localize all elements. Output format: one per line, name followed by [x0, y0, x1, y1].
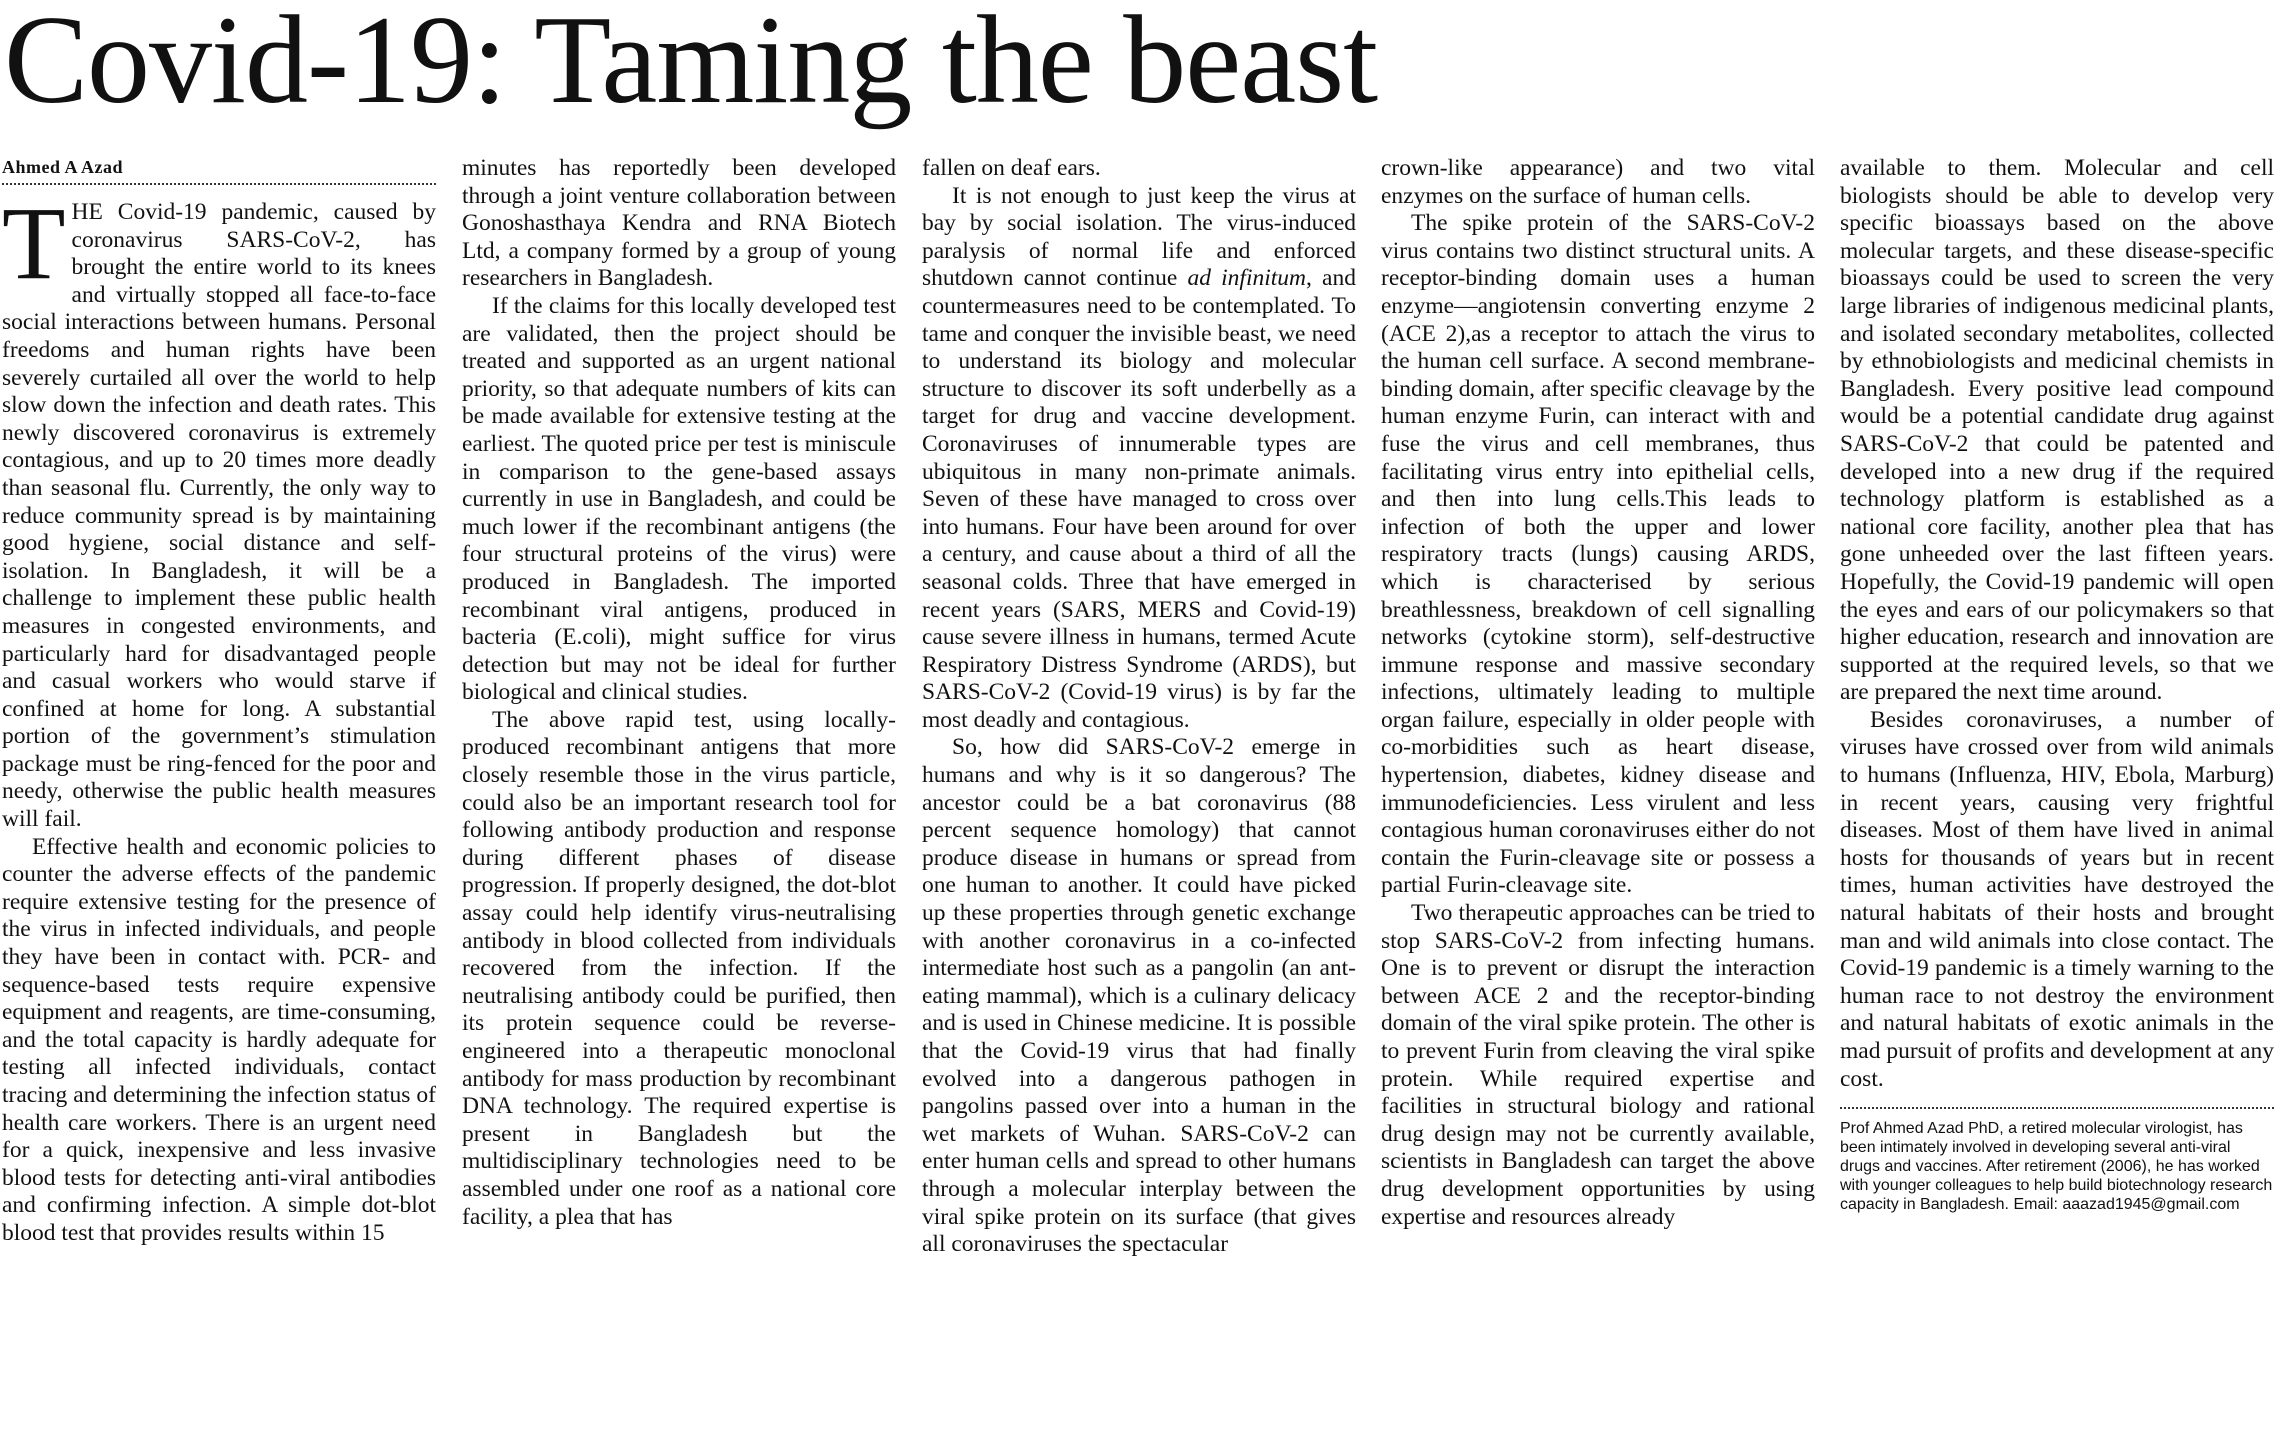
drop-cap: T — [2, 186, 66, 301]
article-column-4 — [1381, 155, 1815, 1435]
paragraph: So, how did SARS-CoV-2 emerge in humans and why is it so dangerous? The ancestor could be a bat coronavirus (88 percent sequence homology) that cannot produce disease in humans or spread from one human to another. It could have picked up these properties through genetic exchange with another coronavirus in a co-infected intermediate host such as a pangolin (an ant-eating mammal), which is a culinary delicacy and is used in Chinese medicine. It is possible that the Covid-19 virus that had finally evolved into a dangerous pathogen in pangolins passed over into a human in the wet markets of Wuhan. SARS-CoV-2 can enter human cells and spread to other humans through a molecular interplay between the viral spike protein on its surface (that gives all coronaviruses the spectacular — [922, 734, 1356, 1258]
paragraph: Besides coronaviruses, a number of viruses have crossed over from wild animals to humans (Influenza, HIV, Ebola, Marburg) in recent years, causing very frightful diseases. Most of them have lived in animal hosts for thousands of years but in recent times, human activities have destroyed the natural habitats of their hosts and brought man and wild animals into close contact. The Covid-19 pandemic is a timely warning to the human race to not destroy the environment and natural habitats of exotic animals in the mad pursuit of profits and development at any cost. — [1840, 706, 2274, 1092]
paragraph: The above rapid test, using locally-produced recombinant antigens that more closely resemble those in the virus particle, could also be an important research tool for following antibody production and response during different phases of disease progression. If properly designed, the dot-blot assay could help identify virus-neutralising antibody in blood collected from individuals recovered from the infection. If the neutralising antibody could be purified, then its protein sequence could be reverse-engineered into a therapeutic monoclonal antibody for mass production by recombinant DNA technology. The required expertise is present in Bangladesh but the multidisciplinary technologies need to be assembled under one roof as a national core facility, a plea that has — [462, 706, 896, 1230]
author-bio-text: Prof Ahmed Azad PhD, a retired molecular virologist, has been intimately involved in developing several anti-viral drugs and vaccines. After retirement (2006), he has worked with younger colleagues to help build biotechnology research capacity in Bangladesh. Email: aaazad1945@gmail.com — [1840, 1120, 2273, 1214]
emphasis: ad infinitum — [1187, 265, 1307, 292]
paragraph: Effective health and economic policies to counter the adverse effects of the pandemic require extensive testing for the presence of the virus in infected individuals, and people they have been in contact with. PCR- and sequence-based tests require expensive equipment and reagents, are time-consuming, and the total capacity is hardly adequate for testing all infected individuals, contact tracing and determining the infection status of health care workers. There is an urgent need for a quick, inexpensive and less invasive blood tests for detecting anti-viral antibodies and confirming infection. A simple dot-blot blood test that provides results within 15 — [2, 833, 436, 1246]
byline: Ahmed A Azad — [2, 155, 436, 185]
paragraph: It is not enough to just keep the virus at bay by social isolation. The virus-induced paralysis of normal life and enforced shutdown cannot continue ad infinitum, and countermeasures need to be contemplated. To tame and conquer the invisible beast, we need to understand its biology and molecular structure to discover its soft underbelly as a target for drug and vaccine development. Coronaviruses of innumerable types are ubiquitous in many non-primate animals. Seven of these have managed to cross over into humans. Four have been around for over a century, and cause about a third of all the seasonal colds. Three that have emerged in recent years (SARS, MERS and Covid-19) cause severe illness in humans, termed Acute Respiratory Distress Syndrome (ARDS), but SARS-CoV-2 (Covid-19 virus) is by far the most deadly and contagious. — [922, 182, 1356, 733]
paragraph: Two therapeutic approaches can be tried to stop SARS-CoV-2 from infecting humans. One is to prevent or disrupt the interaction between ACE 2 and the receptor-binding domain of the viral spike protein. The other is to prevent Furin from cleaving the viral spike protein. While required expertise and facilities in structural biology and rational drug design may not be currently available, scientists in Bangladesh can target the above drug development opportunities by using expertise and resources already — [1381, 900, 1815, 1230]
article-column-5 — [1840, 155, 2274, 1435]
paragraph: The spike protein of the SARS-CoV-2 virus contains two distinct structural units. A receptor-binding domain uses a human enzyme—angiotensin converting enzyme 2 (ACE 2),as a receptor to attach the virus to the human cell surface. A second membrane-binding domain, after specific cleavage by the human enzyme Furin, can interact with and fuse the virus and cell membranes, thus facilitating virus entry into epithelial cells, and then into lung cells.This leads to infection of both the upper and lower respiratory tracts (lungs) causing ARDS, which is characterised by serious breathlessness, breakdown of cell signalling networks (cytokine storm), self-destructive immune response and massive secondary infections, ultimately leading to multiple organ failure, especially in older people with co-morbidities such as heart disease, hypertension, diabetes, kidney disease and immunodeficiencies. Less virulent and less contagious human coronaviruses either do not contain the Furin-cleavage site or possess a partial Furin-cleavage site. — [1381, 210, 1815, 899]
article-column-1 — [2, 155, 436, 1435]
headline: Covid-19: Taming the beast — [4, 0, 1378, 130]
author-bio — [1840, 1107, 2274, 1214]
paragraph: minutes has reportedly been developed through a joint venture collaboration between Gonoshasthaya Kendra and RNA Biotech Ltd, a company formed by a group of young researchers in Bangladesh. — [462, 155, 896, 292]
paragraph: HE Covid-19 pandemic, caused by coronavirus SARS-CoV-2, has brought the entire world to its knees and virtually stopped all face-to-face social interactions between humans. Personal freedoms and human rights have been severely curtailed all over the world to help slow down the infection and death rates. This newly discovered coronavirus is extremely contagious, and up to 20 times more deadly than seasonal flu. Currently, the only way to reduce community spread is by maintaining good hygiene, social distance and self-isolation. In Bangladesh, it will be a challenge to implement these public health measures in congested environments, and particularly hard for disadvantaged people and casual workers who would starve if confined at home for long. A substantial portion of the government’s stimulation package must be ring-fenced for the poor and needy, otherwise the public health measures will fail. — [2, 199, 436, 833]
article-column-2 — [462, 155, 896, 1435]
paragraph: crown-like appearance) and two vital enzymes on the surface of human cells. — [1381, 155, 1815, 209]
paragraph: available to them. Molecular and cell biologists should be able to develop very specific bioassays based on the above molecular targets, and these disease-specific bioassays could be used to screen the very large libraries of indigenous medicinal plants, and isolated secondary metabolites, collected by ethnobiologists and medicinal chemists in Bangladesh. Every positive lead compound would be a potential candidate drug against SARS-CoV-2 that could be patented and developed into a new drug if the required technology platform is established as a national core facility, another plea that has gone unheeded over the last fifteen years. Hopefully, the Covid-19 pandemic will open the eyes and ears of our policymakers so that higher education, research and innovation are supported at the required levels, so that we are prepared the next time around. — [1840, 155, 2274, 706]
paragraph: fallen on deaf ears. — [922, 155, 1101, 181]
paragraph: If the claims for this locally developed test are validated, then the project should be treated and supported as an urgent national priority, so that adequate numbers of kits can be made available for extensive testing at the earliest. The quoted price per test is miniscule in comparison to the gene-based assays currently in use in Bangladesh, and could be much lower if the recombinant antigens (the four structural proteins of the virus) were produced in Bangladesh. The imported recombinant viral antigens, produced in bacteria (E.coli), might suffice for virus detection but may not be ideal for further biological and clinical studies. — [462, 292, 896, 706]
article-column-3 — [922, 155, 1356, 1435]
